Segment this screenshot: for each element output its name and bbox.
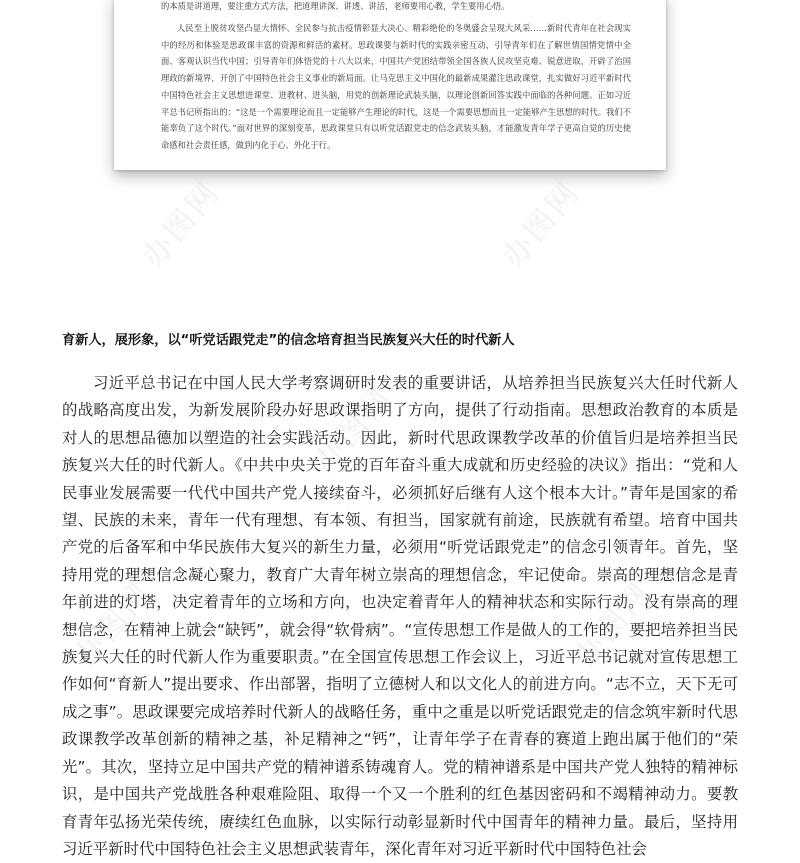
- section-heading: 育新人，展形象，以“听党话跟党走”的信念培育担当民族复兴大任的时代新人: [62, 333, 515, 348]
- watermark: 办图网: [135, 173, 228, 275]
- preview-paragraph: 人民至上脱贫攻坚凸显大情怀、全民参与抗击疫情彰显大决心、精彩绝伦的冬奥盛会呈现大风采……新时代青年在社会现实中的经历和体验是思政课丰富的资源和鲜活的素材。思政课要与新时代的实践亲密互动，引导青年们在了解世情国情党情中全面、客观认识当代中国；引导青年们体悟党的十八大以来，中国共产党团结带领全国各族人民攻坚克难、锐意进取，开辟了治国理政的新境界，开创了中国特色社会主义事业的新局面。让马克思主义中国化的最新成果灌注思政课堂，扎实做好习近平新时代中国特色社会主义思想进课堂、进教材、进头脑，用党的创新理论武装头脑，以理论创新回答实践中面临的各种问题。正如习近平总书记所指出的：“这是一个需要理论而且一定能够产生理论的时代，这是一个需要思想而且一定能够产生思想的时代。我们不能辜负了这个时代。”面对世界的深刻变革，思政课堂只有以听党话跟党走的信念武装头脑，才能激发青年学子更高自觉的历史使命感和社会责任感，做到内化于心、外化于行。: [161, 23, 631, 150]
- watermark: 办图网: [307, 378, 400, 480]
- document-preview-card: [114, 0, 666, 170]
- section-body: 习近平总书记在中国人民大学考察调研时发表的重要讲话，从培养担当民族复兴大任时代新人的战略高度出发，为新发展阶段办好思政课指明了方向，提供了行动指南。思想政治教育的本质是对人的思想品德加以塑造的社会实践活动。因此，新时代思政课教学改革的价值旨归是培养担当民族复兴大任的时代新人。《中共中央关于党的百年奋斗重大成就和历史经验的决议》指出：“党和人民事业发展需要一代代中国共产党人接续奋斗，必须抓好后继有人这个根本大计。”青年是国家的希望、民族的未来，青年一代有理想、有本领、有担当，国家就有前途，民族就有希望。培育中国共产党的后备军和中华民族伟大复兴的新生力量，必须用“听党话跟党走”的信念引领青年。首先，坚持用党的理想信念凝心聚力，教育广大青年树立崇高的理想信念，牢记使命。崇高的理想信念是青年前进的灯塔，决定着青年的立场和方向，也决定着青年人的精神状态和实际行动。没有崇高的理想信念，在精神上就会“缺钙”，就会得“软骨病”。“宣传思想工作是做人的工作的，要把培养担当民族复兴大任的时代新人作为重要职责。”在全国宣传思想工作会议上，习近平总书记就对宣传思想工作如何“育新人”提出要求、作出部署，指明了立德树人和以文化人的前进方向。“志不立，天下无可成之事”。思政课要完成培养时代新人的战略任务，重中之重是以听党话跟党走的信念筑牢新时代思政课教学改革创新的精神之基，补足精神之“钙”，让青年学子在青春的赛道上跑出属于他们的“荣光”。其次，坚持立足中国共产党的精神谱系铸魂育人。党的精神谱系是中国共产党人独特的精神标识，是中国共产党战胜各种艰难险阻、取得一个又一个胜利的红色基因密码和不竭精神动力。要教育青年弘扬光荣传统，赓续红色血脉，以实际行动彰显新时代中国青年的精神力量。最后，坚持用习近平新时代中国特色社会主义思想武装青年，深化青年对习近平新时代中国特色社会: [62, 374, 738, 858]
- watermark: 办图网: [495, 173, 588, 275]
- watermark: 办图网: [67, 573, 160, 675]
- watermark: 办图网: [567, 573, 660, 675]
- preview-paragraph: 的本质是讲道理，要注重方式方法，把道理讲深、讲透、讲活，老师要用心教，学生要用心悟。: [161, 1, 510, 11]
